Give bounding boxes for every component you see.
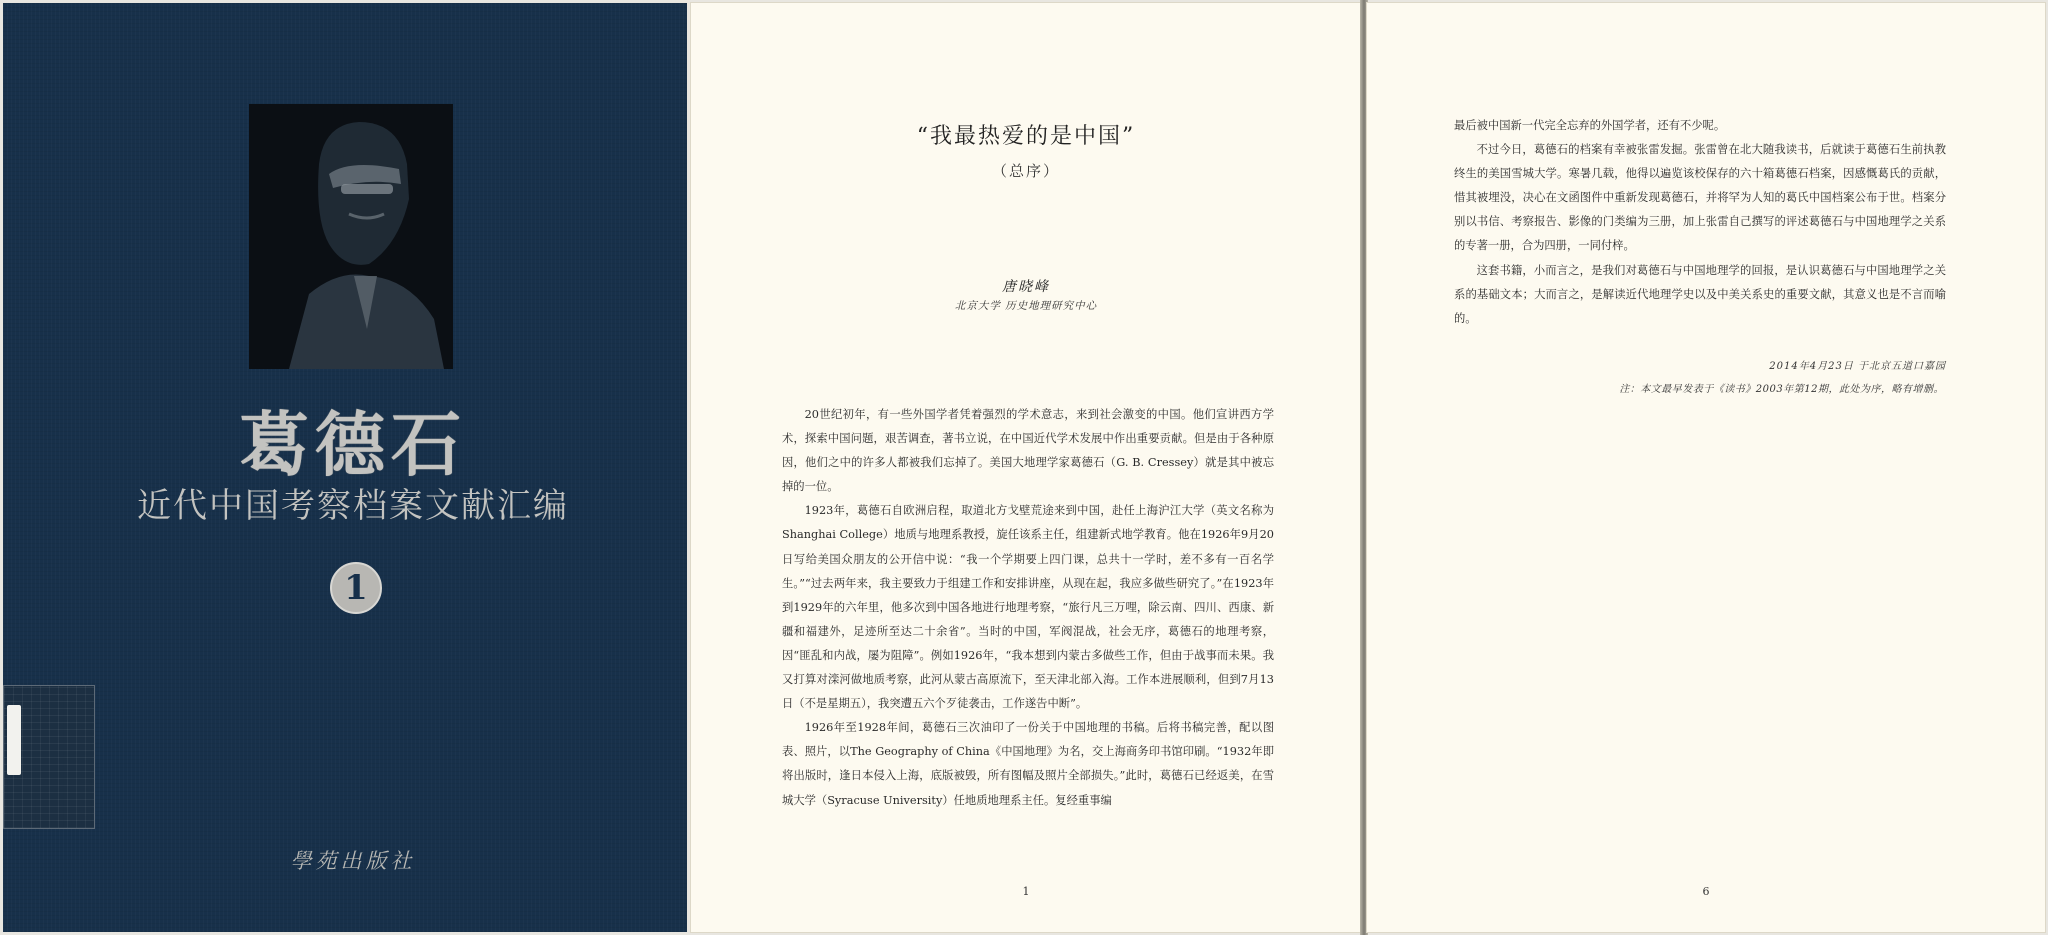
essay-subtitle: （总序） [991,162,1060,180]
essay-body [782,403,1274,813]
cover-publisher: 學苑出版社 [290,849,416,873]
author-name: 唐晓峰 [1002,279,1050,295]
signoff-date: 2014年4月23日 于北京五道口嘉园 [1769,361,1946,372]
volume-badge: 1 [330,562,382,614]
paragraph: 1923年，葛德石自欧洲启程，取道北方戈壁荒途来到中国，赴任上海沪江大学（英文名称为Shanghai College）地质与地理系教授，旋任该系主任，组建新式地学教育。他在1926年9月20日写给美国众朋友的公开信中说：“我一个学期要上四门课，总共十一学时，差不多有一百名学生。”“过去两年来，我主要致力于组建工作和安排讲座，从现在起，我应多做些研究了。”在1923年到1929年的六年里，他多次到中国各地进行地理考察，“旅行凡三万哩，除云南、四川、西康、新疆和福建外，足迹所至达二十余省”。当时的中国，军阀混战，社会无序，葛德石的地理考察，因“匪乱和内战，屡为阻障”。例如1926年，“我本想到内蒙古多做些工作，但由于战事而未果。我又打算对滦河做地质考察，此河从蒙古高原流下，至天津北部入海。工作本进展顺利，但到7月13日（不是星期五），我突遭五六个歹徒袭击，工作遂告中断”。 [782,504,1274,711]
author-affiliation: 北京大学 历史地理研究中心 [954,300,1098,312]
paragraph: 最后被中国新一代完全忘弃的外国学者，还有不少呢。 [1454,119,1726,132]
paragraph: 20世纪初年，有一些外国学者凭着强烈的学术意志，来到社会激变的中国。他们宣讲西方学术，探索中国问题，艰苦调查，著书立说，在中国近代学术发展中作出重要贡献。但是由于各种原因，他们之中的许多人都被我们忘掉了。美国大地理学家葛德石（G. B. Cressey）就是其中被忘掉的一位。 [782,408,1274,494]
page-6 [1366,2,2046,933]
cover-title: 葛德石 [239,403,467,486]
page-number: 1 [1022,885,1030,898]
page-1 [690,2,1362,933]
portrait-image [249,104,453,369]
paragraph: 这套书籍，小而言之，是我们对葛德石与中国地理学的回报，是认识葛德石与中国地理学之关系的基础文本；大而言之，是解读近代地理学史以及中美关系史的重要文献，其意义也是不言而喻的。 [1454,263,1946,325]
book-cover [3,3,687,932]
paragraph: 不过今日，葛德石的档案有幸被张雷发掘。张雷曾在北大随我读书，后就读于葛德石生前执教终生的美国雪城大学。寒暑几载，他得以遍览该校保存的六十箱葛德石档案，因感慨葛氏的贡献，惜其被埋没，决心在文函图件中重新发现葛德石，并将罕为人知的葛氏中国档案公布于世。档案分别以书信、考察报告、影像的门类编为三册，加上张雷自己撰写的评述葛德石与中国地理学之关系的专著一册，合为四册，一同付梓。 [1454,143,1946,253]
footnote: 注：本文最早发表于《读书》2003年第12期，此处为序，略有增删。 [1619,384,1944,395]
library-tab [7,705,21,775]
essay-title: “我最热爱的是中国” [916,124,1136,149]
cover-subtitle: 近代中国考察档案文献汇编 [137,486,569,526]
essay-body-continued [1454,114,1946,331]
page-number: 6 [1702,885,1710,898]
paragraph: 1926年至1928年间，葛德石三次油印了一份关于中国地理的书稿。后将书稿完善，配以图表、照片，以The Geography of China《中国地理》为名，交上海商务印书馆印刷。“1932年即将出版时，逢日本侵入上海，底版被毁，所有图幅及照片全部损失。”此时，葛德石已经返美，在雪城大学（Syracuse University）任地质地理系主任。复经重事编 [782,721,1274,807]
